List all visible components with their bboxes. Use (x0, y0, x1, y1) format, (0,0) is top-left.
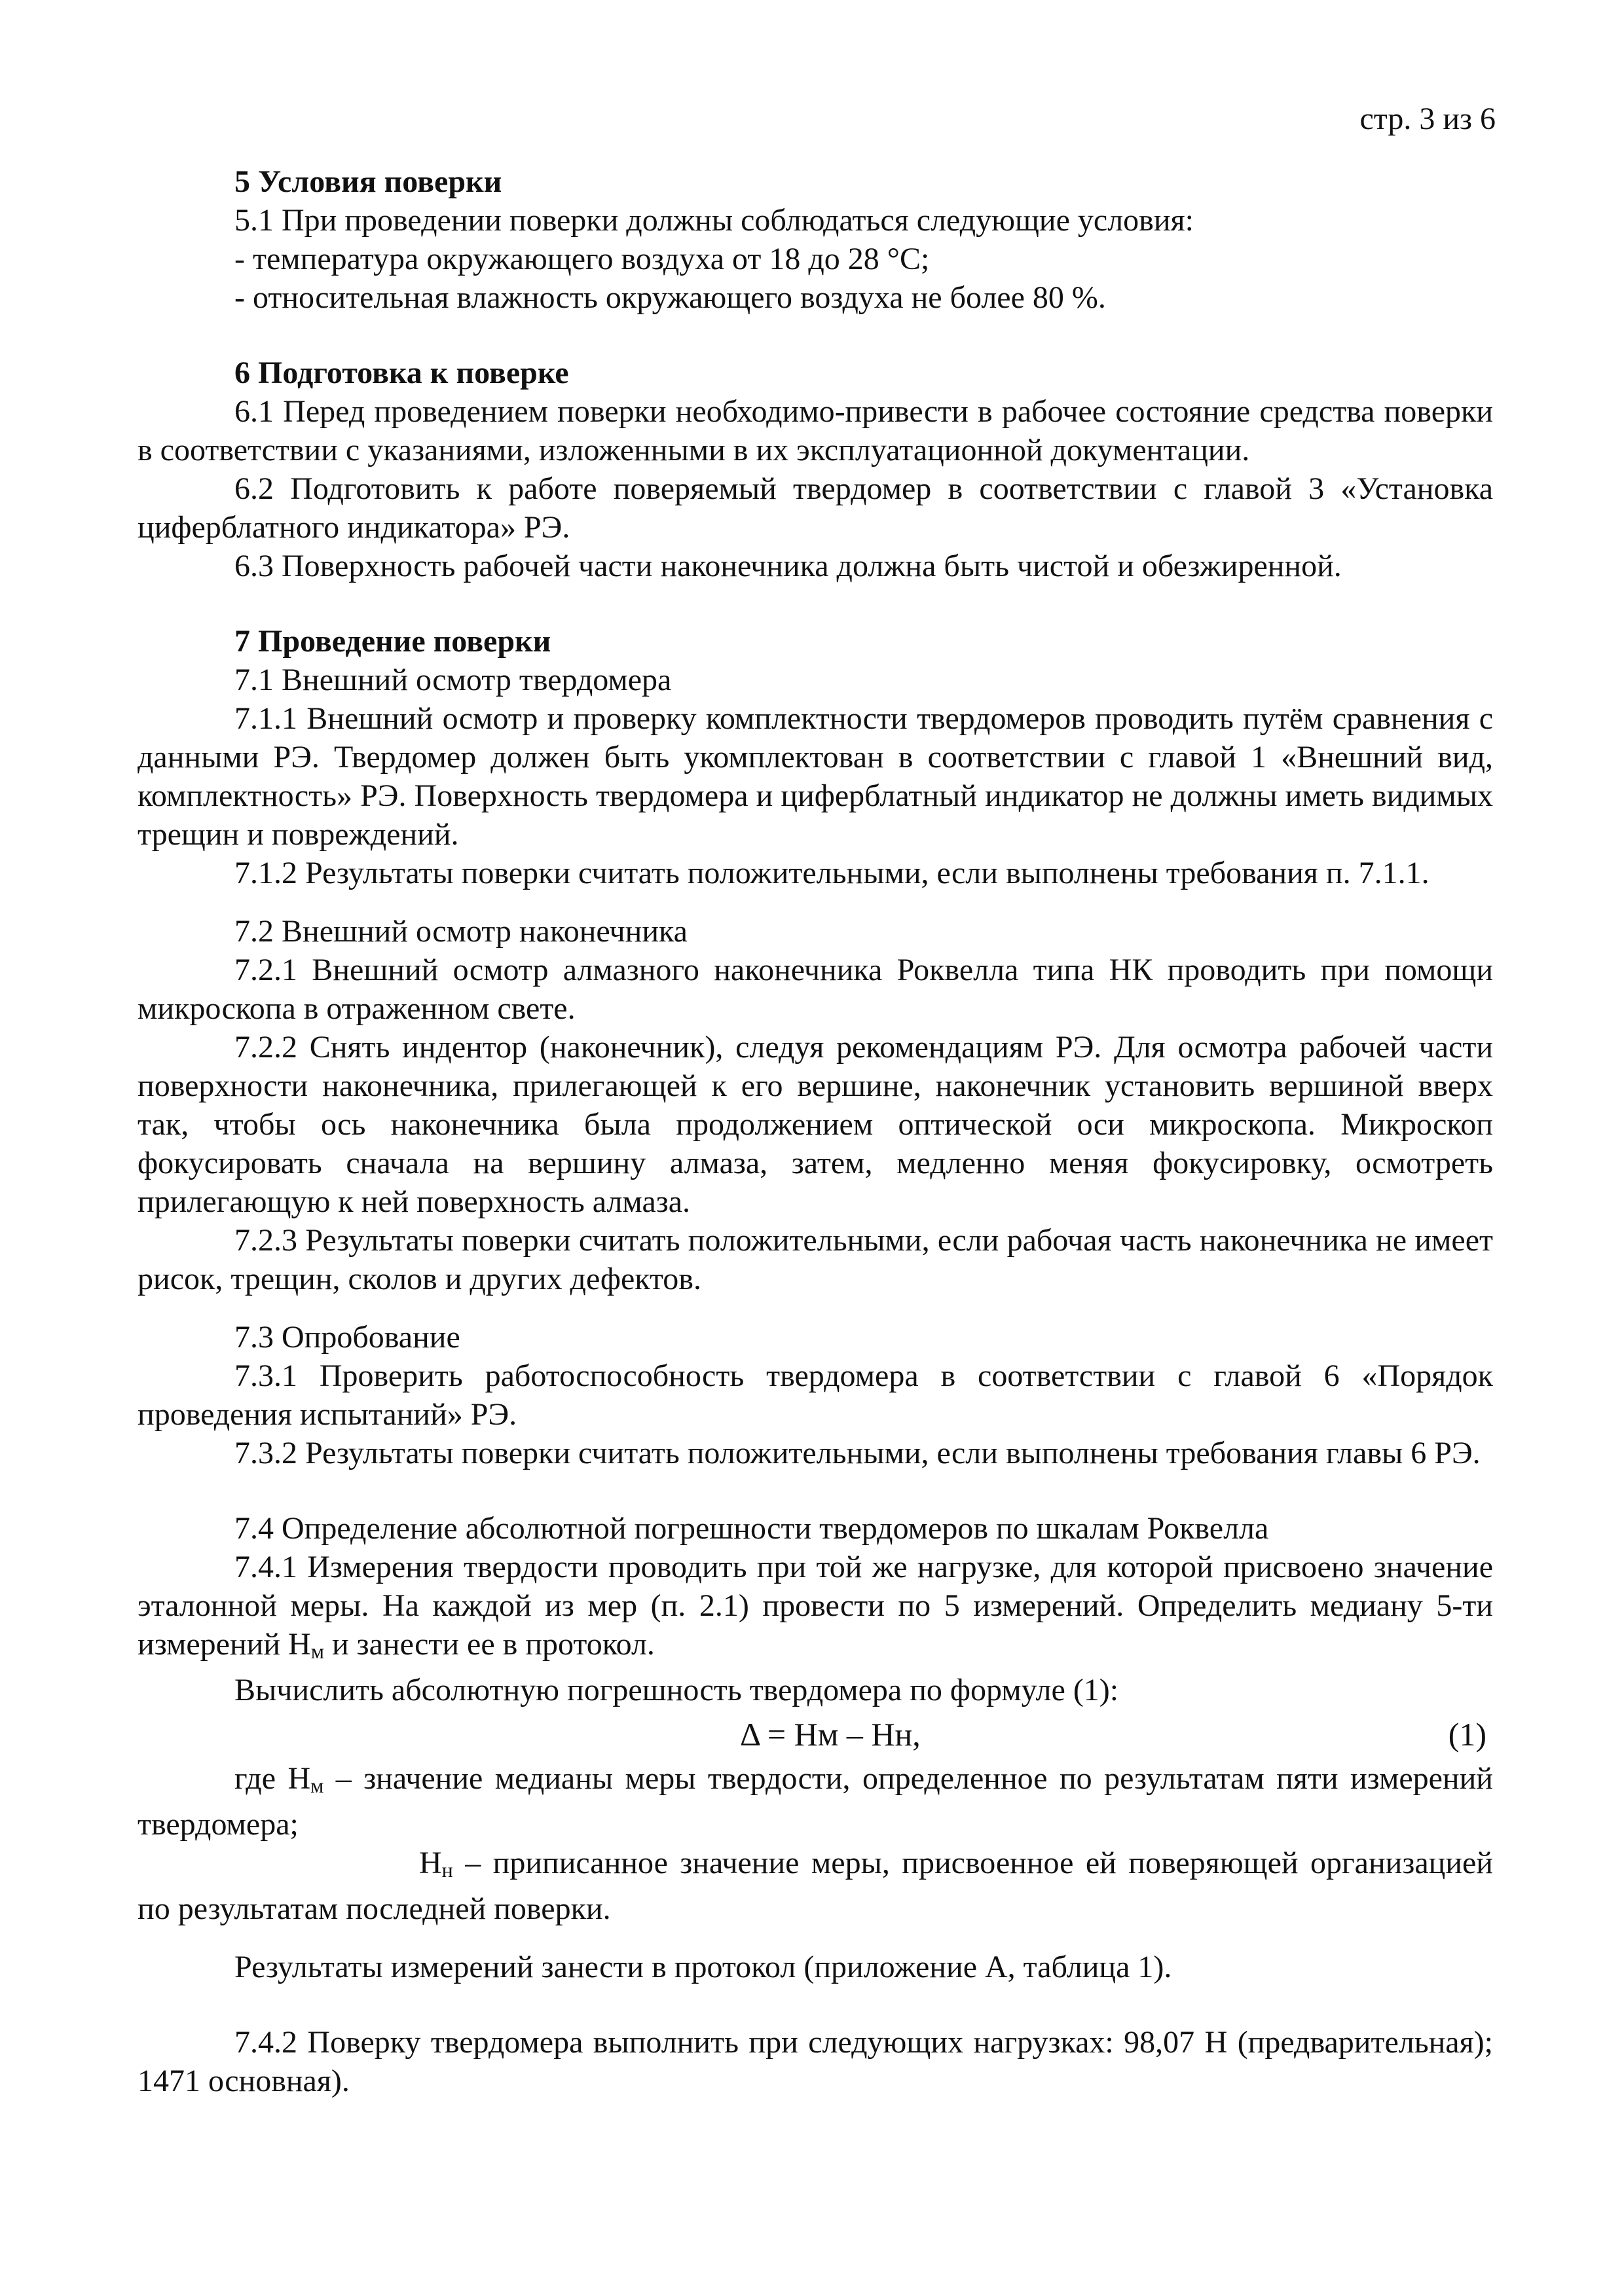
paragraph-7-3-2: 7.3.2 Результаты поверки считать положительными, если выполнены требования главы 6 РЭ. (234, 1436, 1481, 1470)
paragraph-7-2-2: 7.2.2 Снять индентор (наконечник), следуя рекомендациям РЭ. Для осмотра рабочей части поверхности наконечника, прилегающей к его вершине, наконечник установить вершиной вверх так, чтобы ось наконечника была продолжением оптической оси микроскопа. Микроскоп фокусировать сначала на вершину алмаза, затем, медленно меняя фокусировку, осмотреть прилегающую к ней поверхность алмаза. (138, 1030, 1493, 1219)
page-number: стр. 3 из 6 (1359, 101, 1496, 136)
definition-nominal-subscript: н (441, 1858, 453, 1882)
definition-nominal-a: Н (419, 1846, 442, 1880)
definition-median (138, 1759, 1493, 1844)
median-subscript: м (310, 1639, 324, 1663)
formula-row (138, 1713, 1493, 1755)
paragraph-5-1: 5.1 При проведении поверки должны соблюдаться следующие условия: (234, 203, 1194, 238)
paragraph-7-2-3: 7.2.3 Результаты поверки считать положительными, если рабочая часть наконечника не имеет рисок, трещин, сколов и других дефектов. (138, 1223, 1493, 1296)
section-7-heading: 7 Проведение поверки (234, 624, 551, 659)
paragraph-7-4-1-text-a: 7.4.1 Измерения твердости проводить при той же нагрузке, для которой присвоено значение эталонной меры. На каждой из мер (п. 2.1) провести по 5 измерений. Определить медиану 5-ти измерений Н (138, 1550, 1493, 1662)
paragraph-7-1-1: 7.1.1 Внешний осмотр и проверку комплектности твердомеров проводить путём сравнения с данными РЭ. Твердомер должен быть укомплектован в соответствии с главой 1 «Внешний вид, комплектность» РЭ. Поверхность твердомера и циферблатный индикатор не должны иметь видимых трещин и повреждений. (138, 701, 1493, 852)
condition-temperature: - температура окружающего воздуха от 18 до 28 °С; (234, 242, 930, 276)
definition-median-subscript: м (310, 1774, 324, 1797)
formula: Δ = Нм – Нн, (740, 1716, 921, 1753)
paragraph-7-1-2: 7.1.2 Результаты поверки считать положительными, если выполнены требования п. 7.1.1. (234, 856, 1430, 890)
formula-number: (1) (1448, 1716, 1486, 1753)
definition-nominal (138, 1844, 1493, 1928)
results-instruction: Результаты измерений занести в протокол (приложение А, таблица 1). (234, 1950, 1172, 1984)
definition-median-a: где Н (234, 1761, 311, 1796)
section-5-heading: 5 Условия поверки (234, 164, 502, 199)
paragraph-7-4-1 (138, 1548, 1493, 1671)
subsection-7-3-title: 7.3 Опробование (234, 1320, 460, 1355)
document-body (138, 162, 1493, 2100)
paragraph-6-2: 6.2 Подготовить к работе поверяемый твердомер в соответствии с главой 3 «Установка циферблатного индикатора» РЭ. (138, 471, 1493, 545)
calc-instruction: Вычислить абсолютную погрешность твердомера по формуле (1): (234, 1673, 1119, 1707)
definition-nominal-b: – приписанное значение меры, присвоенное ей поверяющей организацией по результатам последней поверки. (138, 1846, 1493, 1926)
paragraph-6-1: 6.1 Перед проведением поверки необходимо-привести в рабочее состояние средства поверки в соответствии с указаниями, изложенными в их эксплуатационной документации. (138, 394, 1493, 467)
condition-humidity: - относительная влажность окружающего воздуха не более 80 %. (234, 280, 1106, 315)
paragraph-7-4-1-text-b: и занести ее в протокол. (323, 1627, 655, 1662)
subsection-7-1-title: 7.1 Внешний осмотр твердомера (234, 663, 672, 697)
paragraph-7-2-1: 7.2.1 Внешний осмотр алмазного наконечника Роквелла типа НК проводить при помощи микроскопа в отраженном свете. (138, 953, 1493, 1026)
subsection-7-4-title: 7.4 Определение абсолютной погрешности твердомеров по шкалам Роквелла (234, 1511, 1269, 1546)
definition-median-b: – значение медианы меры твердости, определенное по результатам пяти измерений твердомера; (138, 1761, 1493, 1842)
paragraph-6-3: 6.3 Поверхность рабочей части наконечника должна быть чистой и обезжиренной. (234, 549, 1342, 583)
paragraph-7-4-2: 7.4.2 Поверку твердомера выполнить при следующих нагрузках: 98,07 Н (предварительная); 1471 основная). (138, 2025, 1493, 2098)
subsection-7-2-title: 7.2 Внешний осмотр наконечника (234, 914, 688, 949)
section-6-heading: 6 Подготовка к поверке (234, 355, 569, 390)
paragraph-7-3-1: 7.3.1 Проверить работоспособность твердомера в соответствии с главой 6 «Порядок проведения испытаний» РЭ. (138, 1358, 1493, 1432)
